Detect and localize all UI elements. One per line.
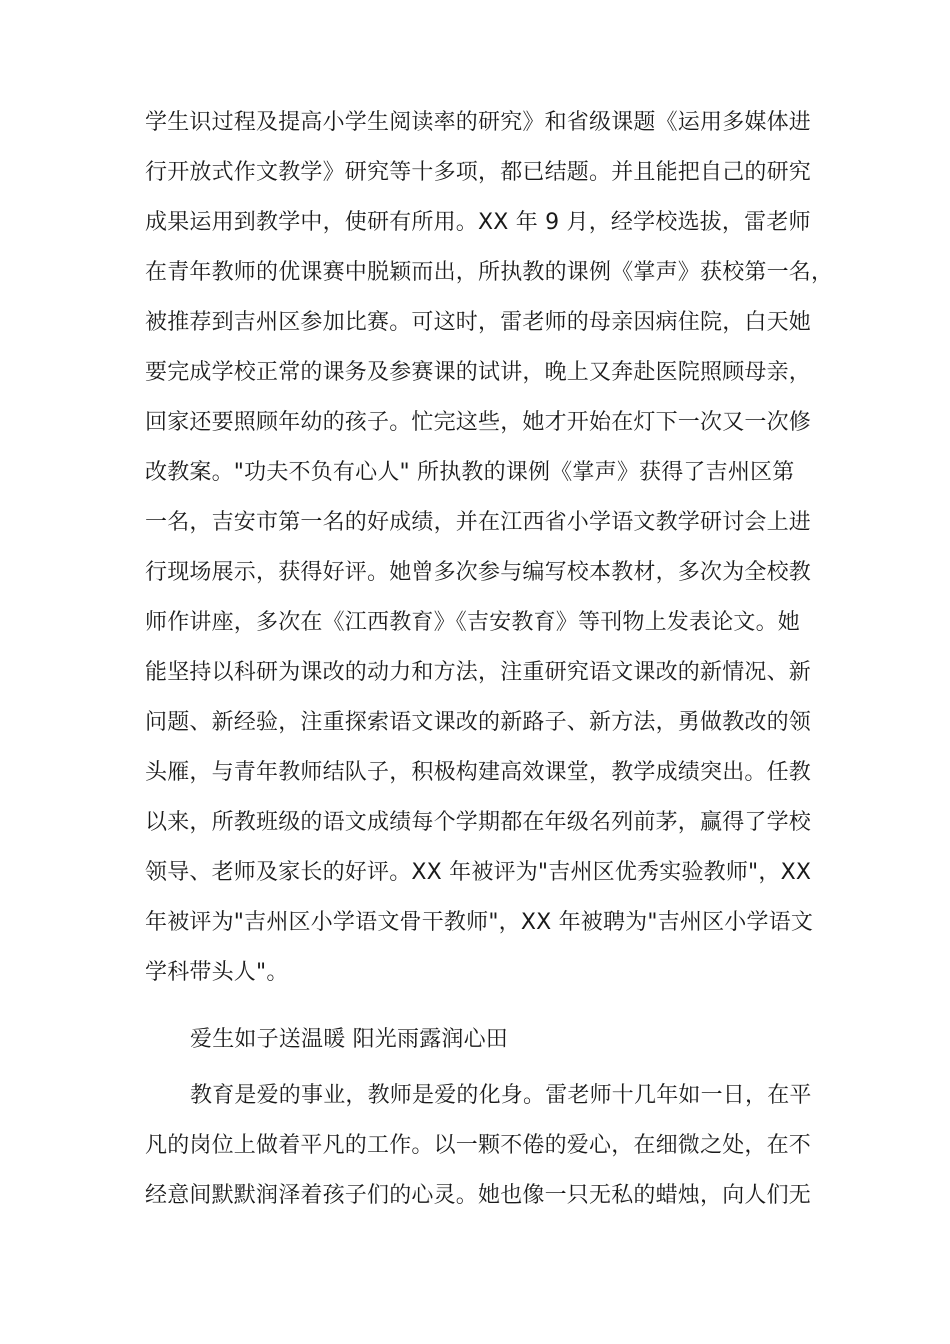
text-line: 以来，所教班级的语文成绩每个学期都在年级名列前茅，赢得了学校 (145, 810, 812, 835)
text-line: 能坚持以科研为课改的动力和方法，注重研究语文课改的新情况、新 (145, 660, 812, 685)
text-line: 行开放式作文教学》研究等十多项，都已结题。并且能把自己的研究 (145, 160, 812, 185)
text-line: 学科带头人"。 (145, 960, 289, 985)
text-line: 头雁，与青年教师结队子，积极构建高效课堂，教学成绩突出。任教 (145, 760, 812, 785)
text-line: 一名，吉安市第一名的好成绩，并在江西省小学语文教学研讨会上进 (145, 510, 812, 535)
text-line: 学生识过程及提高小学生阅读率的研究》和省级课题《运用多媒体进 (145, 110, 812, 135)
text-line: 要完成学校正常的课务及参赛课的试讲，晚上又奔赴医院照顾母亲， (145, 360, 812, 385)
paragraph-first-line: 教育是爱的事业，教师是爱的化身。雷老师十几年如一日，在平 (190, 1083, 812, 1108)
text-line: 师作讲座，多次在《江西教育》《吉安教育》等刊物上发表论文。她 (145, 610, 801, 635)
text-line: 年被评为"吉州区小学语文骨干教师"，XX 年被聘为"吉州区小学语文 (145, 910, 814, 935)
text-line: 凡的岗位上做着平凡的工作。以一颗不倦的爱心，在细微之处，在不 (145, 1133, 812, 1158)
text-line: 在青年教师的优课赛中脱颖而出，所执教的课例《掌声》获校第一名， (145, 260, 834, 285)
section-heading: 爱生如子送温暖 阳光雨露润心田 (190, 1027, 508, 1052)
text-line: 成果运用到教学中，使研有所用。XX 年 9 月，经学校选拔，雷老师 (145, 210, 811, 235)
text-line: 问题、新经验，注重探索语文课改的新路子、新方法，勇做教改的领 (145, 710, 812, 735)
text-line: 回家还要照顾年幼的孩子。忙完这些，她才开始在灯下一次又一次修 (145, 410, 812, 435)
text-line: 经意间默默润泽着孩子们的心灵。她也像一只无私的蜡烛，向人们无 (145, 1183, 812, 1208)
text-line: 被推荐到吉州区参加比赛。可这时，雷老师的母亲因病住院，白天她 (145, 310, 812, 335)
text-line: 行现场展示，获得好评。她曾多次参与编写校本教材，多次为全校教 (145, 560, 812, 585)
text-line: 领导、老师及家长的好评。XX 年被评为"吉州区优秀实验教师"，XX (145, 860, 812, 885)
text-line: 改教案。"功夫不负有心人" 所执教的课例《掌声》获得了吉州区第 (145, 460, 795, 485)
